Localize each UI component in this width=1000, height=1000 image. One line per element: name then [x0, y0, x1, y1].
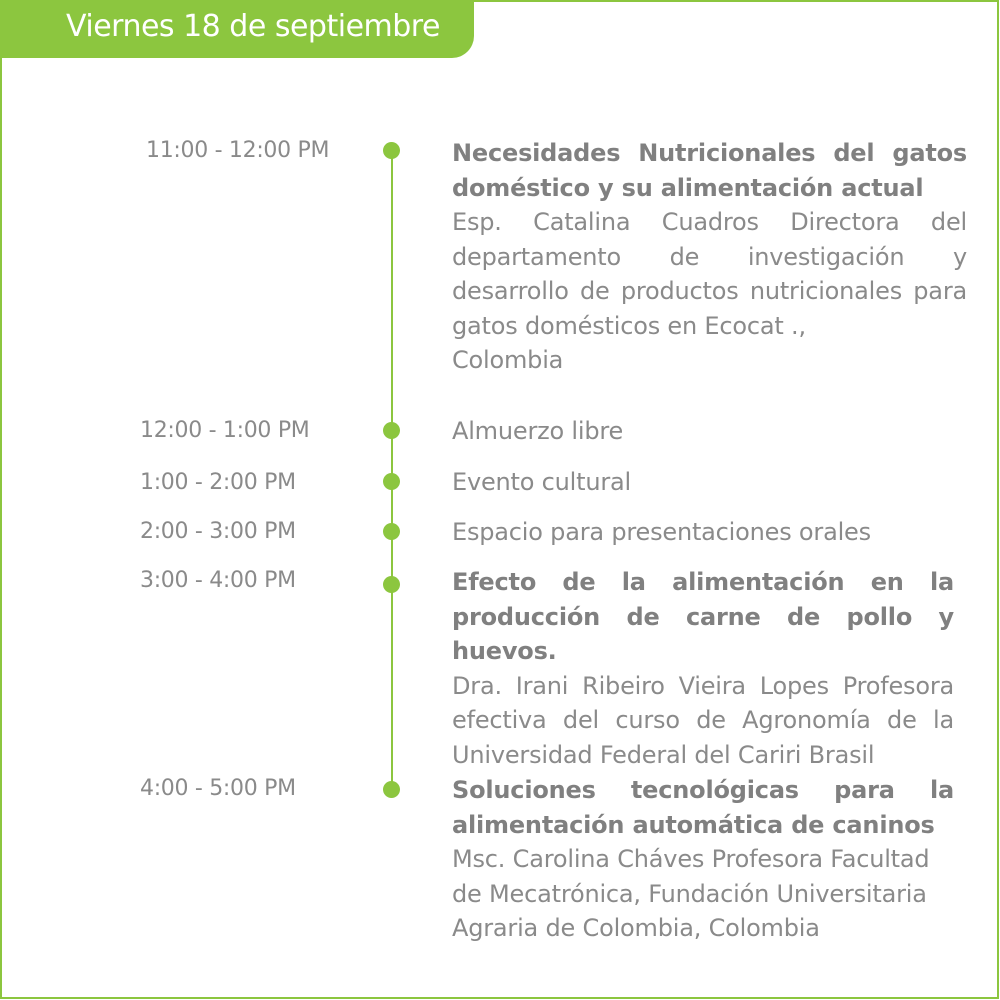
schedule-time: 11:00 - 12:00 PM [146, 138, 330, 163]
session-title: Efecto de la alimentación en la producción de carne de pollo y huevos. [452, 568, 954, 665]
timeline-dot [383, 576, 400, 593]
session-speaker: Esp. Catalina Cuadros Directora del departamento de investigación y desarrollo de productos nutricionales para gatos domésticos en Ecocat ., [452, 208, 967, 340]
session-speaker: Dra. Irani Ribeiro Vieira Lopes Profesora efectiva del curso de Agronomía de la Universidad Federal del Cariri Brasil [452, 671, 954, 769]
session-speaker: Msc. Carolina Cháves Profesora Facultad de Mecatrónica, Fundación Universitaria Agraria de Colombia, Colombia [452, 845, 930, 942]
session-title: Soluciones tecnológicas para la alimentación automática de caninos [452, 776, 954, 839]
session-country: Colombia [452, 346, 564, 374]
schedule-item-description [452, 136, 967, 378]
date-header-label: Viernes 18 de septiembre [66, 9, 440, 44]
timeline-dot [383, 473, 400, 490]
schedule-item-description [452, 773, 954, 946]
date-header-tab [0, 0, 474, 58]
schedule-item-title: Espacio para presentaciones orales [452, 518, 871, 546]
timeline-dot [383, 781, 400, 798]
schedule-time: 1:00 - 2:00 PM [140, 470, 296, 495]
session-title: Necesidades Nutricionales del gatos doméstico y su alimentación actual [452, 139, 967, 202]
timeline-dot [383, 142, 400, 159]
timeline-line [391, 150, 393, 790]
schedule-time: 4:00 - 5:00 PM [140, 776, 296, 801]
schedule-item-title: Almuerzo libre [452, 417, 624, 445]
schedule-time: 2:00 - 3:00 PM [140, 519, 296, 544]
schedule-time: 3:00 - 4:00 PM [140, 568, 296, 593]
schedule-item-title: Evento cultural [452, 468, 632, 496]
schedule-item-description [452, 565, 954, 772]
timeline-dot [383, 422, 400, 439]
schedule-time: 12:00 - 1:00 PM [140, 418, 310, 443]
timeline-dot [383, 523, 400, 540]
